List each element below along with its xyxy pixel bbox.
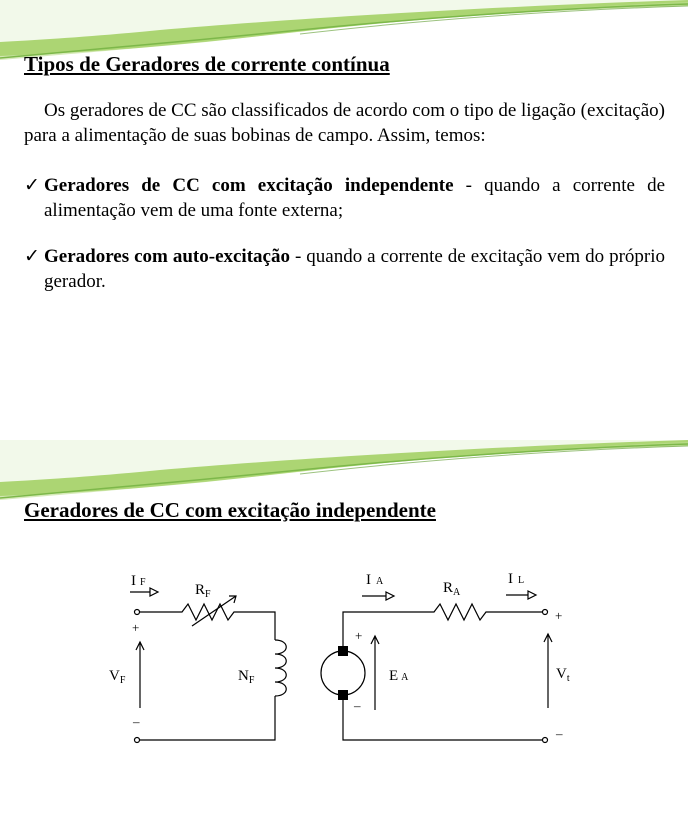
armature-resistor-label: R — [443, 580, 454, 596]
field-minus-sign: – — [133, 714, 140, 729]
armature-resistor — [343, 604, 542, 650]
field-coil — [275, 640, 286, 696]
field-voltage-label: V — [109, 668, 120, 684]
bullet-independent — [24, 173, 665, 223]
field-top-terminal — [135, 610, 140, 615]
circuit-diagram — [0, 440, 688, 833]
field-resistor — [140, 604, 275, 640]
field-plus-sign: + — [132, 620, 140, 635]
checkmark-icon: ✓ — [24, 246, 40, 267]
load-top-terminal — [543, 610, 548, 615]
load-minus-sign: – — [556, 726, 563, 741]
slide-gap — [0, 388, 688, 440]
bullet-description: - quando a corrente de excitação vem do próprio gerador. — [44, 246, 666, 292]
field-bottom-terminal — [135, 738, 140, 743]
load-current-label: I — [508, 571, 513, 587]
svg-text:IA: I A — [366, 572, 384, 588]
checkmark-icon: ✓ — [24, 175, 40, 196]
emf-label: E — [389, 668, 399, 684]
coil-label: N — [238, 668, 249, 684]
bullet-description: - quando a corrente de alimentação vem de uma fonte externa; — [44, 175, 665, 221]
armature-machine — [321, 651, 365, 695]
slide-1 — [0, 0, 688, 388]
bullet-self-excited — [24, 244, 665, 294]
bullet-term: Geradores de CC com excitação independente — [44, 175, 454, 196]
field-bottom-wire — [140, 696, 275, 740]
load-bottom-terminal — [543, 738, 548, 743]
svg-text:VF: $V_F$ — [109, 668, 126, 686]
field-resistor-label: R — [195, 582, 206, 598]
terminal-voltage-label: V — [556, 666, 567, 682]
slide-2-title: Geradores de CC com excitação independente — [24, 498, 436, 522]
field-current-label: I — [131, 573, 136, 589]
svg-text:IL: I L — [508, 571, 525, 587]
armature-current-label: I — [366, 572, 371, 588]
brush-bottom — [338, 690, 348, 700]
rheostat-arrow — [192, 596, 236, 626]
svg-text:IF: I F — [131, 573, 146, 589]
slide-1-title: Tipos de Geradores de corrente contínua — [24, 52, 390, 76]
slide-2 — [0, 440, 688, 833]
load-plus-sign: + — [555, 608, 563, 623]
svg-text:RA: $R_A$ — [443, 580, 461, 598]
armature-bottom-wire — [343, 696, 542, 740]
brush-top — [338, 646, 348, 656]
bullet-term: Geradores com auto-excitação — [44, 246, 290, 267]
intro-paragraph: Os geradores de CC são classificados de acordo com o tipo de ligação (excitação) para a alimentação de suas bobinas de campo. Assim, temos: — [24, 100, 665, 146]
svg-text:Vt: $V_t$ — [556, 666, 570, 684]
armature-minus-sign: – — [354, 698, 361, 713]
svg-text:RF: $R_F$ — [195, 582, 211, 600]
armature-plus-sign: + — [355, 628, 363, 643]
svg-text:NF: $N_F$ — [238, 668, 255, 686]
svg-text:EA: E A — [389, 668, 409, 684]
